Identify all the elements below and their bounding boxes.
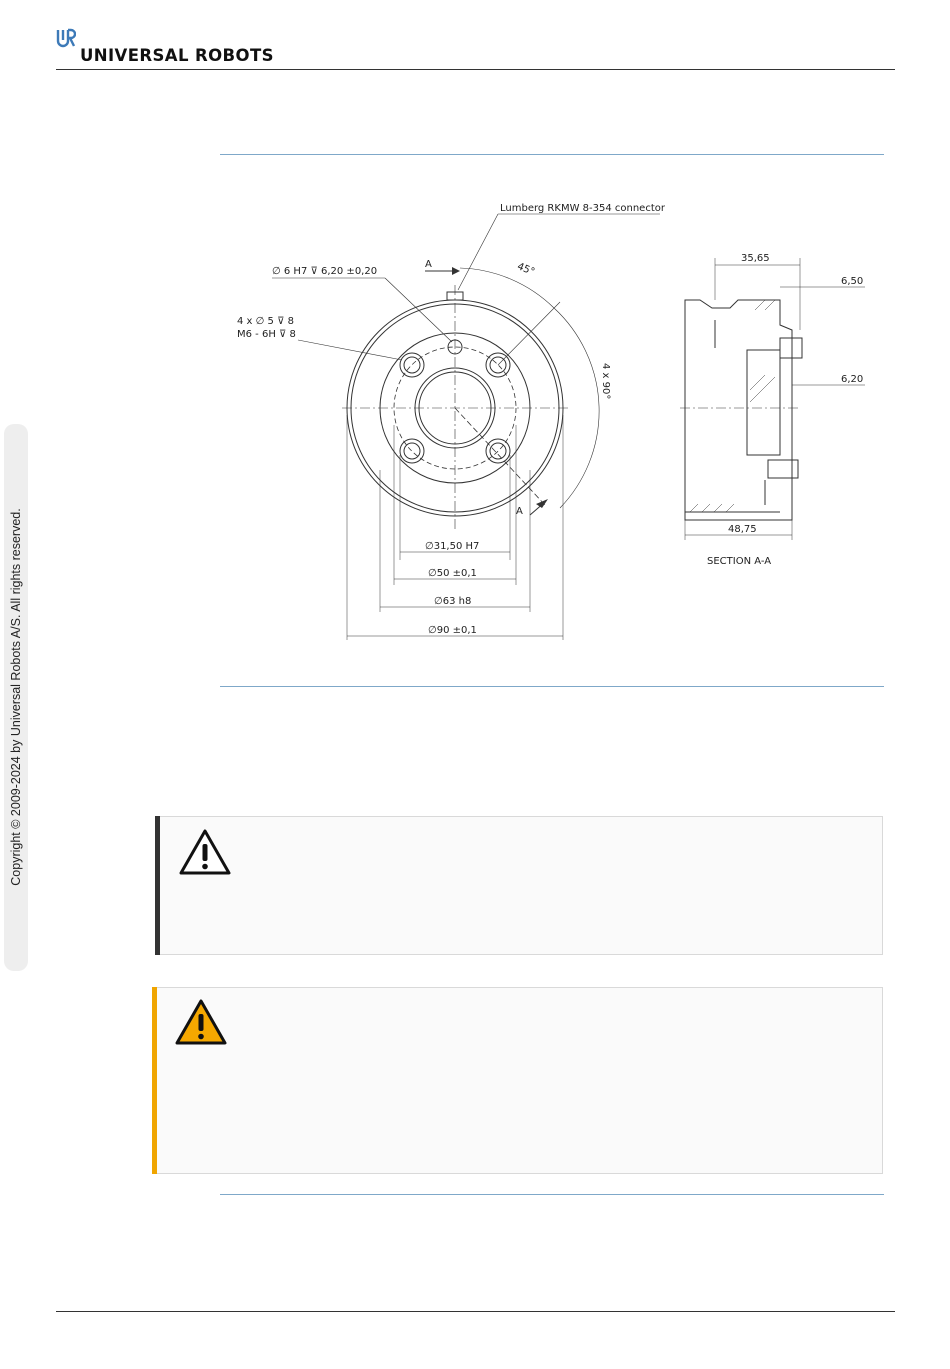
warning-accent-bar	[155, 816, 160, 955]
header-rule	[56, 69, 895, 70]
pin-hole-label: ∅ 6 H7 ⊽ 6,20 ±0,20	[272, 266, 378, 277]
section-mark-top: A	[425, 259, 432, 270]
tool-flange-drawing	[220, 190, 880, 650]
warning-triangle-icon	[178, 827, 232, 877]
caution-callout	[152, 987, 883, 1174]
dim-d63: ∅63 h8	[434, 596, 472, 607]
bolt-holes-label-2: M6 - 6H ⊽ 8	[237, 329, 296, 340]
section-end-rule	[220, 1194, 884, 1195]
caution-triangle-icon	[174, 997, 228, 1047]
warning-callout	[155, 816, 883, 955]
figure-bottom-rule	[220, 686, 884, 687]
figure-top-rule	[220, 154, 884, 155]
dim-6-50: 6,50	[841, 276, 864, 287]
brand-name: UNIVERSAL ROBOTS	[80, 46, 274, 65]
dim-d50: ∅50 ±0,1	[428, 568, 477, 579]
connector-label: Lumberg RKMW 8-354 connector	[500, 203, 665, 214]
dim-35-65: 35,65	[741, 253, 770, 264]
copyright-text: Copyright © 2009-2024 by Universal Robots A/S. All rights reserved.	[9, 508, 23, 886]
ur-logo-icon	[56, 28, 76, 48]
dim-d31: ∅31,50 H7	[425, 541, 480, 552]
dim-d90: ∅90 ±0,1	[428, 625, 477, 636]
angle-45-label: 45°	[515, 261, 537, 279]
footer-rule	[56, 1311, 895, 1312]
caution-accent-bar	[152, 987, 157, 1174]
brand-logo	[56, 28, 274, 65]
bolt-holes-label-1: 4 x ∅ 5 ⊽ 8	[237, 316, 294, 327]
section-title: SECTION A-A	[707, 556, 772, 567]
angle-4x90-label: 4 x 90°	[600, 363, 611, 400]
dim-48-75: 48,75	[728, 524, 757, 535]
section-mark-bottom: A	[516, 506, 523, 517]
dim-6-20: 6,20	[841, 374, 864, 385]
